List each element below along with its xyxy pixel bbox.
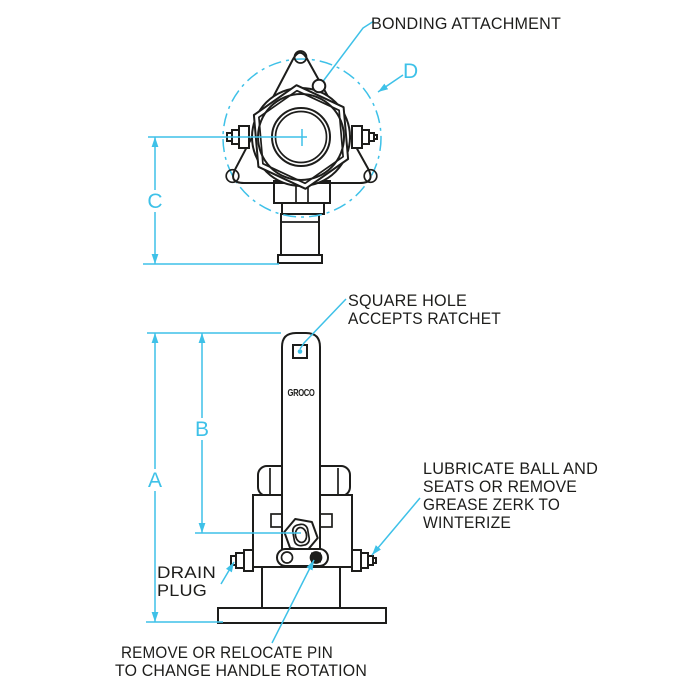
svg-text:DRAIN: DRAIN [157, 563, 216, 582]
dimension-label-a: A [147, 469, 163, 492]
dimension-label-c: C [147, 190, 163, 213]
svg-text:REMOVE OR RELOCATE PIN: REMOVE OR RELOCATE PIN [121, 643, 333, 662]
top-view [143, 21, 418, 264]
base-flange [218, 608, 386, 623]
svg-text:WINTERIZE: WINTERIZE [423, 513, 511, 532]
rotation-pin [311, 553, 321, 563]
handle-pin-slot [277, 549, 328, 566]
drain-leader-line [221, 562, 234, 584]
lower-neck [262, 567, 340, 608]
lubricate-label [423, 459, 598, 532]
svg-text:GREASE ZERK TO: GREASE ZERK TO [423, 495, 560, 514]
square-hole-leader-dot [298, 349, 303, 354]
top-view-neck [274, 181, 330, 263]
svg-text:SQUARE HOLE: SQUARE HOLE [348, 291, 467, 310]
annotations [115, 14, 598, 680]
grease-zerk-bolt [352, 550, 376, 571]
dimension-label-b: B [194, 418, 210, 441]
drain-plug-label [157, 563, 216, 600]
dimension-d [378, 60, 418, 92]
d-leader-line [378, 75, 403, 92]
bonding-leader-line [321, 21, 374, 84]
drain-cylinder [281, 214, 319, 255]
drain-plug-bolt [231, 550, 253, 571]
svg-text:SEATS OR REMOVE: SEATS OR REMOVE [423, 477, 577, 496]
dimension-label-d: D [403, 60, 419, 83]
remove-pin-label [115, 643, 367, 680]
svg-text:TO CHANGE HANDLE ROTATION: TO CHANGE HANDLE ROTATION [115, 661, 367, 680]
lubricate-leader-line [372, 498, 420, 555]
svg-text:PLUG: PLUG [157, 581, 207, 600]
square-hole-label [348, 291, 501, 328]
grease-zerk-top [352, 126, 377, 148]
bonding-attachment-hole [313, 80, 326, 93]
bonding-attachment-label: BONDING ATTACHMENT [371, 14, 561, 33]
brand-logo: GROCO [287, 387, 315, 399]
svg-text:ACCEPTS RATCHET: ACCEPTS RATCHET [348, 309, 501, 328]
svg-text:LUBRICATE BALL AND: LUBRICATE BALL AND [423, 459, 598, 478]
